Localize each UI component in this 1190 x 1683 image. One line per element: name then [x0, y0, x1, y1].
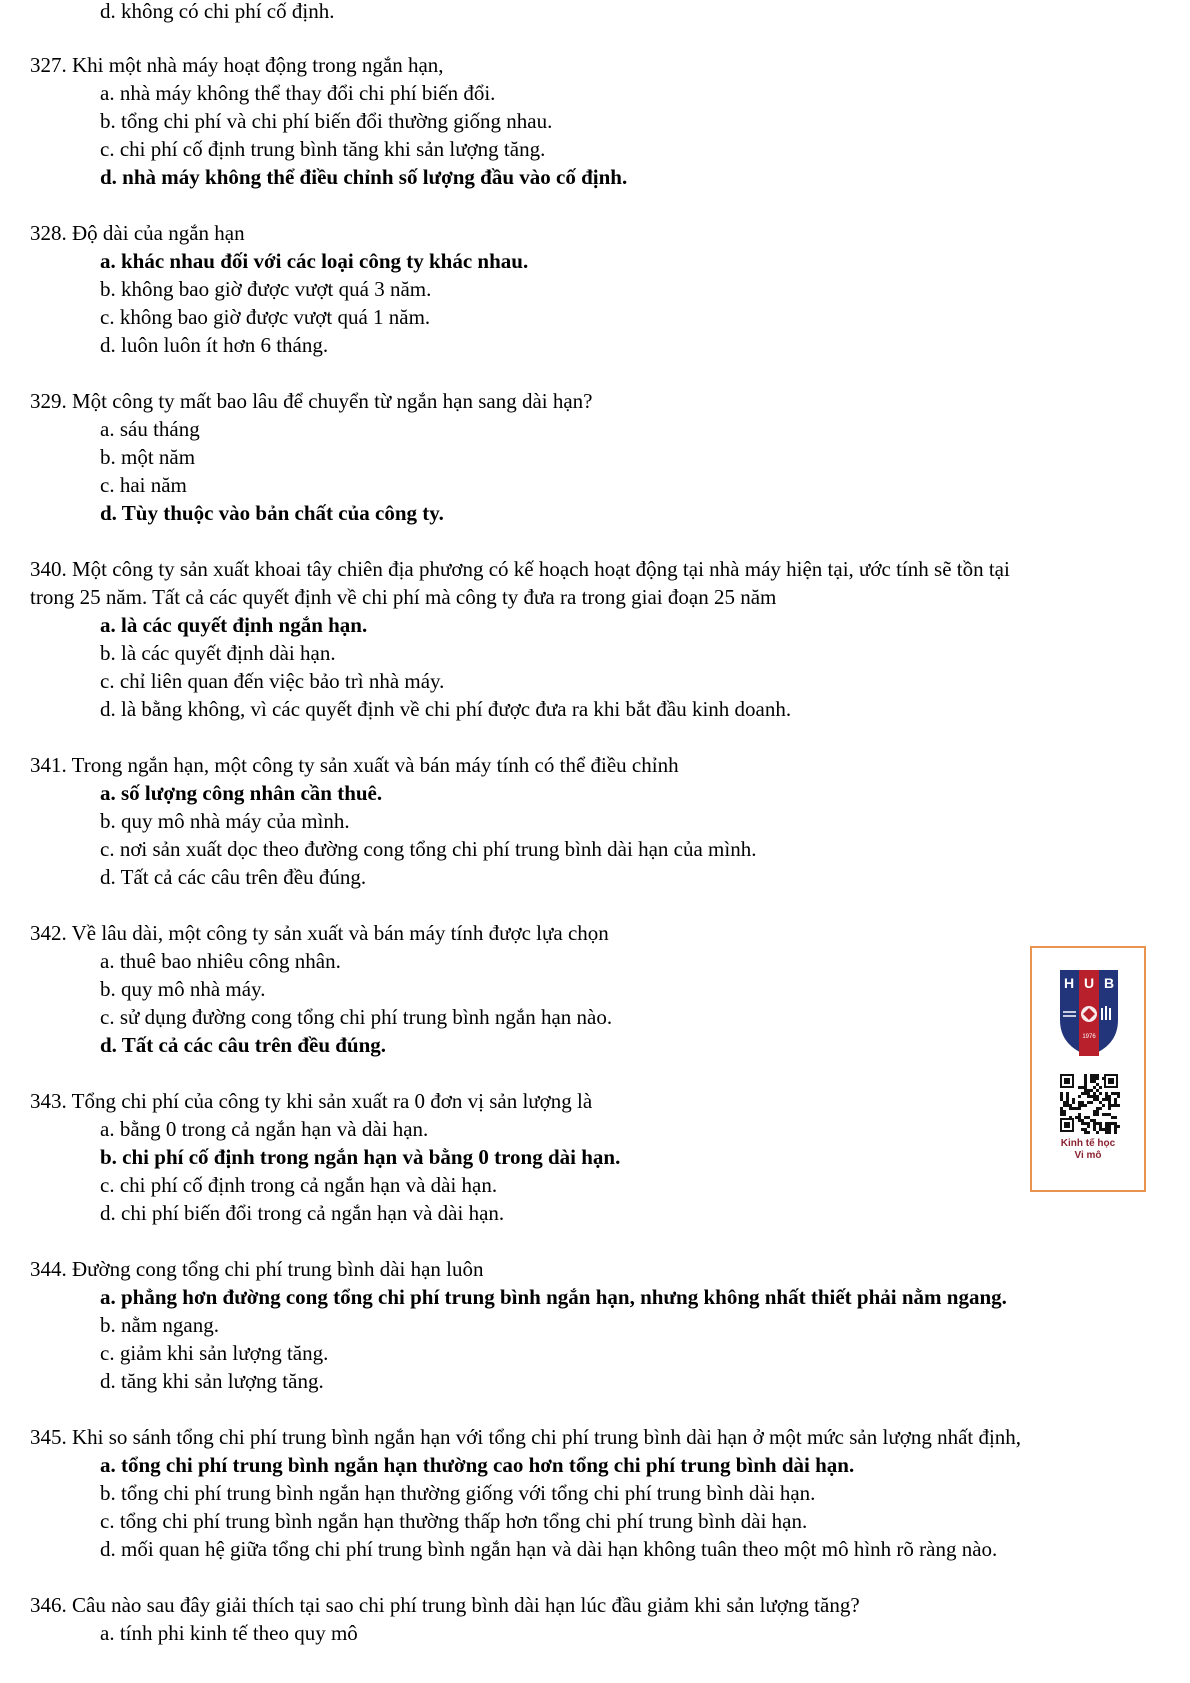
qr-module	[1072, 1101, 1075, 1104]
answer-option: d. mối quan hệ giữa tổng chi phí trung bình ngắn hạn và dài hạn không tuân theo một mô hình rõ ràng nào.	[100, 1537, 998, 1561]
qr-module	[1108, 1131, 1111, 1134]
qr-module	[1087, 1131, 1090, 1134]
answer-option: d. tăng khi sản lượng tăng.	[100, 1369, 324, 1393]
logo-letter-u: U	[1083, 975, 1095, 991]
qr-module	[1090, 1101, 1093, 1104]
answer-option: b. một năm	[100, 445, 196, 469]
answer-option: a. số lượng công nhân cần thuê.	[100, 781, 383, 805]
answer-option: b. là các quyết định dài hạn.	[100, 641, 336, 665]
answer-option: a. sáu tháng	[100, 417, 200, 441]
question-text: 345. Khi so sánh tổng chi phí trung bình ngắn hạn với tổng chi phí trung bình dài hạn ở một mức sản lượng nhất định,	[30, 1425, 1022, 1449]
answer-option: b. chi phí cố định trong ngắn hạn và bằng 0 trong dài hạn.	[100, 1145, 621, 1169]
qr-module	[1063, 1113, 1066, 1116]
question-text: 342. Về lâu dài, một công ty sản xuất và bán máy tính được lựa chọn	[30, 921, 609, 945]
question-text: trong 25 năm. Tất cả các quyết định về chi phí mà công ty đưa ra trong giai đoạn 25 năm	[30, 585, 777, 609]
answer-option: b. tổng chi phí và chi phí biến đổi thường giống nhau.	[100, 109, 553, 133]
question-text: 328. Độ dài của ngắn hạn	[30, 221, 245, 245]
qr-module	[1114, 1116, 1117, 1119]
answer-option: d. Tất cả các câu trên đều đúng.	[100, 1033, 387, 1057]
qr-module	[1096, 1077, 1099, 1080]
qr-module	[1069, 1116, 1072, 1119]
answer-option: b. không bao giờ được vượt quá 3 năm.	[100, 277, 432, 301]
qr-module	[1108, 1107, 1111, 1110]
answer-option: b. nằm ngang.	[100, 1313, 219, 1337]
hub-shield-logo	[1058, 968, 1120, 1058]
answer-option: a. tính phi kinh tế theo quy mô	[100, 1621, 358, 1645]
qr-module	[1099, 1092, 1102, 1095]
question-text: 329. Một công ty mất bao lâu để chuyển từ ngắn hạn sang dài hạn?	[30, 389, 593, 413]
qr-module	[1099, 1086, 1102, 1089]
qr-finder	[1108, 1078, 1114, 1084]
qr-module	[1096, 1113, 1099, 1116]
answer-option: d. luôn luôn ít hơn 6 tháng.	[100, 333, 329, 357]
answer-option: b. quy mô nhà máy của mình.	[100, 809, 350, 833]
badge-subtitle-2: Vi mô	[1074, 1150, 1102, 1161]
qr-module	[1117, 1095, 1120, 1098]
qr-module	[1096, 1131, 1099, 1134]
answer-option: a. thuê bao nhiêu công nhân.	[100, 949, 341, 973]
question-text: 327. Khi một nhà máy hoạt động trong ngắn hạn,	[30, 53, 444, 77]
answer-option: c. không bao giờ được vượt quá 1 năm.	[100, 305, 431, 329]
qr-module	[1102, 1077, 1105, 1080]
qr-module	[1114, 1131, 1117, 1134]
qr-module	[1087, 1125, 1090, 1128]
badge-subtitle-1: Kinh tế học	[1060, 1138, 1116, 1149]
question-text: 346. Câu nào sau đây giải thích tại sao chi phí trung bình dài hạn lúc đầu giảm khi sản lượng tăng?	[30, 1593, 860, 1617]
answer-option: a. bằng 0 trong cả ngắn hạn và dài hạn.	[100, 1117, 429, 1141]
answer-option: a. phẳng hơn đường cong tổng chi phí trung bình ngắn hạn, nhưng không nhất thiết phải nằm ngang.	[100, 1285, 1007, 1309]
logo-letter-h: H	[1063, 975, 1075, 991]
qr-finder	[1064, 1078, 1070, 1084]
answer-option: a. tổng chi phí trung bình ngắn hạn thường cao hơn tổng chi phí trung bình dài hạn.	[100, 1453, 855, 1477]
answer-option: c. chỉ liên quan đến việc bảo trì nhà máy.	[100, 669, 445, 693]
answer-option: c. chi phí cố định trung bình tăng khi sản lượng tăng.	[100, 137, 546, 161]
answer-option: b. tổng chi phí trung bình ngắn hạn thường giống với tổng chi phí trung bình dài hạn.	[100, 1481, 816, 1505]
answer-option: d. Tùy thuộc vào bản chất của công ty.	[100, 501, 444, 525]
answer-option: c. sử dụng đường cong tổng chi phí trung bình ngắn hạn nào.	[100, 1005, 613, 1029]
logo-letter-b: B	[1103, 975, 1115, 991]
qr-module	[1078, 1095, 1081, 1098]
answer-option: c. giảm khi sản lượng tăng.	[100, 1341, 329, 1365]
answer-option: d. là bằng không, vì các quyết định về chi phí được đưa ra khi bắt đầu kinh doanh.	[100, 697, 792, 721]
answer-option: b. quy mô nhà máy.	[100, 977, 266, 1001]
answer-option: c. hai năm	[100, 473, 187, 497]
qr-code[interactable]	[1060, 1074, 1118, 1132]
logo-year: 1976	[1082, 1034, 1096, 1040]
qr-module	[1084, 1104, 1087, 1107]
qr-module	[1117, 1104, 1120, 1107]
hub-badge	[1030, 946, 1146, 1192]
question-text: 340. Một công ty sản xuất khoai tây chiên địa phương có kế hoạch hoạt động tại nhà máy hiện tại, ước tính sẽ tồn tại	[30, 557, 1010, 581]
question-text: 344. Đường cong tổng chi phí trung bình dài hạn luôn	[30, 1257, 484, 1281]
qr-module	[1102, 1104, 1105, 1107]
question-text: 343. Tổng chi phí của công ty khi sản xuất ra 0 đơn vị sản lượng là	[30, 1089, 593, 1113]
answer-option: d. nhà máy không thể điều chỉnh số lượng đầu vào cố định.	[100, 165, 628, 189]
question-text: 341. Trong ngắn hạn, một công ty sản xuất và bán máy tính có thể điều chỉnh	[30, 753, 679, 777]
answer-option: d. Tất cả các câu trên đều đúng.	[100, 865, 367, 889]
answer-option: a. nhà máy không thể thay đổi chi phí biến đổi.	[100, 81, 496, 105]
answer-option: a. là các quyết định ngắn hạn.	[100, 613, 368, 637]
answer-option: d. chi phí biến đổi trong cả ngắn hạn và dài hạn.	[100, 1201, 505, 1225]
qr-module	[1078, 1107, 1081, 1110]
qr-module	[1117, 1125, 1120, 1128]
answer-option: a. khác nhau đối với các loại công ty khác nhau.	[100, 249, 529, 273]
answer-option: c. nơi sản xuất dọc theo đường cong tổng chi phí trung bình dài hạn của mình.	[100, 837, 757, 861]
answer-option: c. tổng chi phí trung bình ngắn hạn thường thấp hơn tổng chi phí trung bình dài hạn.	[100, 1509, 808, 1533]
qr-module	[1099, 1107, 1102, 1110]
answer-option: c. chi phí cố định trong cả ngắn hạn và dài hạn.	[100, 1173, 498, 1197]
qr-finder	[1064, 1122, 1070, 1128]
answer-option: d. không có chi phí cố định.	[100, 0, 335, 23]
